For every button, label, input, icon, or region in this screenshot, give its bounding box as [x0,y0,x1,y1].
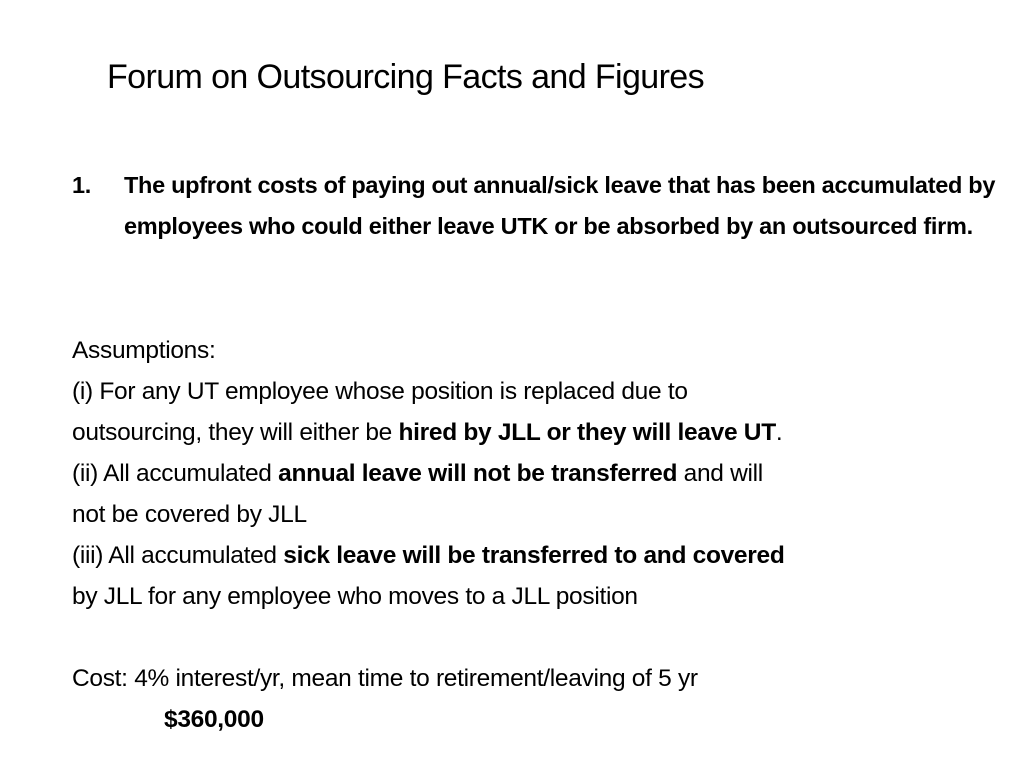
assumption-ii-post: and will [677,460,763,487]
spacer [72,617,1002,658]
cost-amount: $360,000 [164,706,264,733]
assumption-ii-line1 [72,453,1002,494]
assumption-iii-pre: (iii) All accumulated [72,542,284,569]
assumption-iii-line2: by JLL for any employee who moves to a JLL position [72,583,638,610]
assumption-i-bold: hired by JLL or they will leave UT [398,419,776,446]
assumption-i-line2 [72,412,1002,453]
numbered-item [72,165,1002,247]
assumption-ii-bold: annual leave will not be transferred [278,460,678,487]
item-text: The upfront costs of paying out annual/sick leave that has been accumulated by employees who could either leave UTK or be absorbed by an outsourced firm. [124,172,996,239]
assumption-i-pre: outsourcing, they will either be [72,419,399,446]
cost-line: Cost: 4% interest/yr, mean time to retirement/leaving of 5 yr [72,665,698,692]
assumption-iii-bold: sick leave will be transferred to and covered [283,542,785,569]
assumption-i-post: . [775,419,783,446]
slide-title: Forum on Outsourcing Facts and Figures [107,58,705,96]
assumption-ii-line2: not be covered by JLL [72,501,307,528]
item-number: 1. [72,172,91,198]
assumptions-block [72,330,1002,740]
assumption-ii-pre: (ii) All accumulated [72,460,279,487]
assumption-i-line1: (i) For any UT employee whose position is replaced due to [72,378,688,405]
assumptions-heading: Assumptions: [72,337,216,364]
assumption-iii-line1 [72,535,1002,576]
